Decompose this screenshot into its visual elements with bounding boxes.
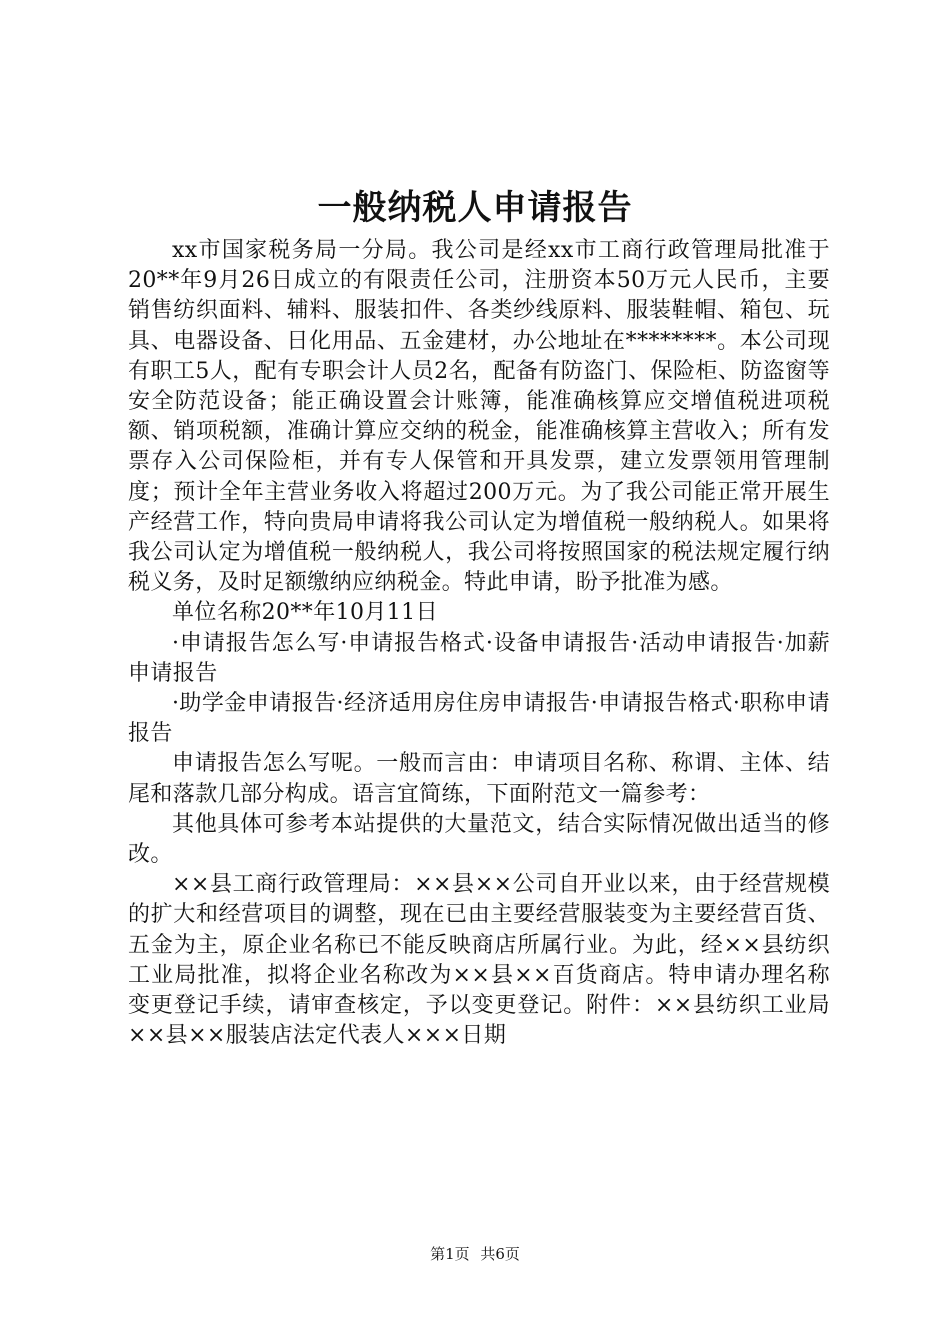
document-body — [128, 236, 830, 1051]
paragraph-reference-note: 其他具体可参考本站提供的大量范文，结合实际情况做出适当的修改。 — [128, 811, 830, 868]
paragraph-how-to-write: 申请报告怎么写呢。一般而言由：申请项目名称、称谓、主体、结尾和落款几部分构成。语言宜简练，下面附范文一篇参考： — [128, 751, 830, 807]
page-total: 共6页 — [480, 1245, 520, 1263]
page-footer — [0, 1244, 950, 1264]
paragraph-related-links-1: ·申请报告怎么写·申请报告格式·设备申请报告·活动申请报告·加薪申请报告 — [128, 630, 830, 686]
paragraph-signature-date: 单位名称20**年10月11日 — [172, 600, 438, 626]
document-title: 一般纳税人申请报告 — [317, 188, 633, 228]
paragraph-related-links-2: ·助学金申请报告·经济适用房住房申请报告·申请报告格式·职称申请报告 — [128, 691, 830, 747]
page-number: 第1页 — [430, 1245, 470, 1263]
paragraph-sample-letter: ××县工商行政管理局：××县××公司自开业以来，由于经营规模的扩大和经营项目的调整，现在已由主要经营服装变为主要经营百货、五金为主，原企业名称已不能反映商店所属行业。为此，经××县纺织工业局批准，拟将企业名称改为××县××百货商店。特申请办理名称变更登记手续，请审查核定，予以变更登记。附件：××县纺织工业局××县××服装店法定代表人×××日期 — [128, 872, 830, 1049]
paragraph-application: xx市国家税务局一分局。我公司是经xx市工商行政管理局批准于20**年9月26日成立的有限责任公司，注册资本50万元人民币，主要销售纺织面料、辅料、服装扣件、各类纱线原料、服装鞋帽、箱包、玩具、电器设备、日化用品、五金建材，办公地址在********。本公司现有职工5人，配有专职会计人员2名，配备有防盗门、保险柜、防盗窗等安全防范设备；能正确设置会计账簿，能准确核算应交增值税进项税额、销项税额，准确计算应交纳的税金，能准确核算主营收入；所有发票存入公司保险柜，并有专人保管和开具发票，建立发票领用管理制度；预计全年主营业务收入将超过200万元。为了我公司能正常开展生产经营工作，特向贵局申请将我公司认定为增值税一般纳税人。如果将我公司认定为增值税一般纳税人，我公司将按照国家的税法规定履行纳税义务，及时足额缴纳应纳税金。特此申请，盼予批准为感。 — [128, 238, 830, 596]
